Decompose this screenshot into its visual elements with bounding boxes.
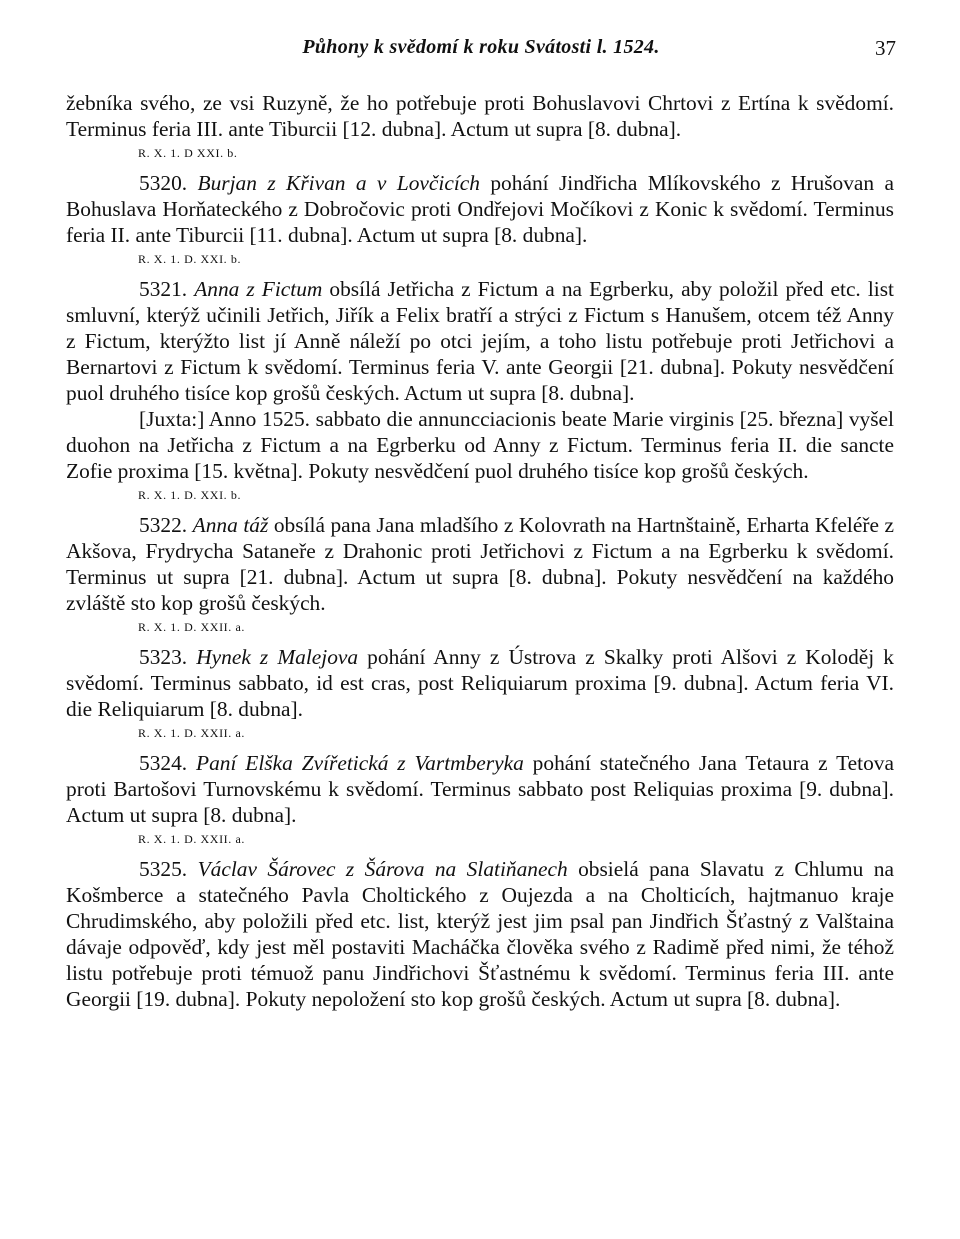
continued-paragraph — [66, 90, 894, 142]
entry-5320 — [66, 170, 894, 248]
entry-text: pohání Anny z Ústrova z Skalky proti Alšovi z Koloděj k svědomí. Terminus sabbato, id est cras, post Reliquiarum proxima [9. dubna]. Actum feria VI. die Reliquiarum [8. dubna]. — [66, 645, 894, 721]
archive-signature: R. X. 1. D. XXII. a. — [138, 620, 245, 634]
entry-number: 5321. — [139, 277, 188, 301]
page-number: 37 — [875, 36, 896, 60]
entry-text: pohání statečného Jana Tetaura z Tetova proti Bartošovi Turnovskému k svědomí. Terminus sabbato post Reliquias proxima [9. dubna]. Actum ut supra [8. dubna]. — [66, 751, 894, 827]
archive-signature: R. X. 1. D. XXII. a. — [138, 832, 245, 846]
entry-number: 5320. — [139, 171, 188, 195]
entry-note-text: [Juxta:] Anno 1525. sabbato die annuncciacionis beate Marie virginis [25. března] vyšel duohon na Jetřicha z Fictum a na Egrberku od Anny z Fictum. Terminus feria II. die sancte Zofie proxima [15. května]. Pokuty nesvědčení puol druhého tisíce kop grošů českých. — [66, 407, 894, 483]
entry-name: Paní Elška Zvířetická z Vartmberyka — [196, 751, 524, 775]
entry-5323 — [66, 644, 894, 722]
entry-5321-note — [66, 406, 894, 484]
entry-text: obsielá pana Slavatu z Chlumu na Košmberce a statečného Pavla Choltického z Oujezda a na Cholticích, hajtmanuo kraje Chrudimského, aby položili před etc. list, kterýž jest jim psal pan Jindřich Šťastný z Valštaina dávaje odpověď, kdy jest měl postaviti Macháčka člověka svého z Radimě před nimi, že téhož listu potřebuje proti témuož panu Jindřichovi Šťastnému k svědomí. Terminus feria III. ante Georgii [19. dubna]. Pokuty nepoložení sto kop grošů českých. Actum ut supra [8. dubna]. — [66, 857, 894, 1011]
entry-number: 5325. — [139, 857, 188, 881]
entry-5322 — [66, 512, 894, 616]
entry-number: 5322. — [139, 513, 188, 537]
entry-5324 — [66, 750, 894, 828]
running-header — [66, 36, 896, 66]
entry-name: Hynek z Malejova — [196, 645, 359, 669]
entry-name: Burjan z Křivan a v Lovčicích — [197, 171, 480, 195]
archive-signature: R. X. 1. D. XXI. b. — [138, 488, 242, 502]
archive-signature: R. X. 1. D. XXII. a. — [138, 726, 245, 740]
document-body — [66, 90, 894, 1012]
entry-number: 5324. — [139, 751, 188, 775]
archive-signature: R. X. 1. D. XXI. b. — [138, 252, 242, 266]
entry-name: Anna táž — [192, 513, 269, 537]
entry-name: Anna z Fictum — [194, 277, 323, 301]
entry-name: Václav Šárovec z Šárova na Slatiňanech — [197, 857, 568, 881]
entry-5325 — [66, 856, 894, 1012]
paragraph-text: žebníka svého, ze vsi Ruzyně, že ho potřebuje proti Bohuslavovi Chrtovi z Ertína k svědomí. Terminus feria III. ante Tiburcii [12. dubna]. Actum ut supra [8. dubna]. — [66, 91, 894, 141]
entry-5321 — [66, 276, 894, 406]
entry-text: pohání Jindřicha Mlíkovského z Hrušovan a Bohuslava Horňateckého z Dobročovic proti Ondřejovi Močíkovi z Konic k svědomí. Terminus feria II. ante Tiburcii [11. dubna]. Actum ut supra [8. dubna]. — [66, 171, 894, 247]
running-title: Půhony k svědomí k roku Svátosti l. 1524. — [302, 36, 660, 58]
entry-number: 5323. — [139, 645, 188, 669]
archive-signature: R. X. 1. D XXI. b. — [138, 146, 238, 160]
entry-text: obsílá pana Jana mladšího z Kolovrath na Hartnštaině, Erharta Kfeléře z Akšova, Frydrycha Sataneře z Drahonic proti Jetřichovi z Fictum a na Egrberku k svědomí. Terminus ut supra [21. dubna]. Actum ut supra [8. dubna]. Pokuty nesvědčení na každého zvláště sto kop grošů českých. — [66, 513, 894, 615]
entry-text: obsílá Jetřicha z Fictum a na Egrberku, aby položil před etc. list smluvní, kterýž učinili Jetřich, Jiřík a Felix bratří a strýci z Fictum s Hanušem, otcem též Anny z Fictum, kterýžto list jí Anně náleží po otci jejím, a toho listu potřebuje proti Jetřichovi a Bernartovi z Fictum k svědomí. Terminus feria V. ante Georgii [21. dubna]. Pokuty nesvědčení puol druhého tisíce kop grošů českých. Actum ut supra [8. dubna]. — [66, 277, 894, 405]
